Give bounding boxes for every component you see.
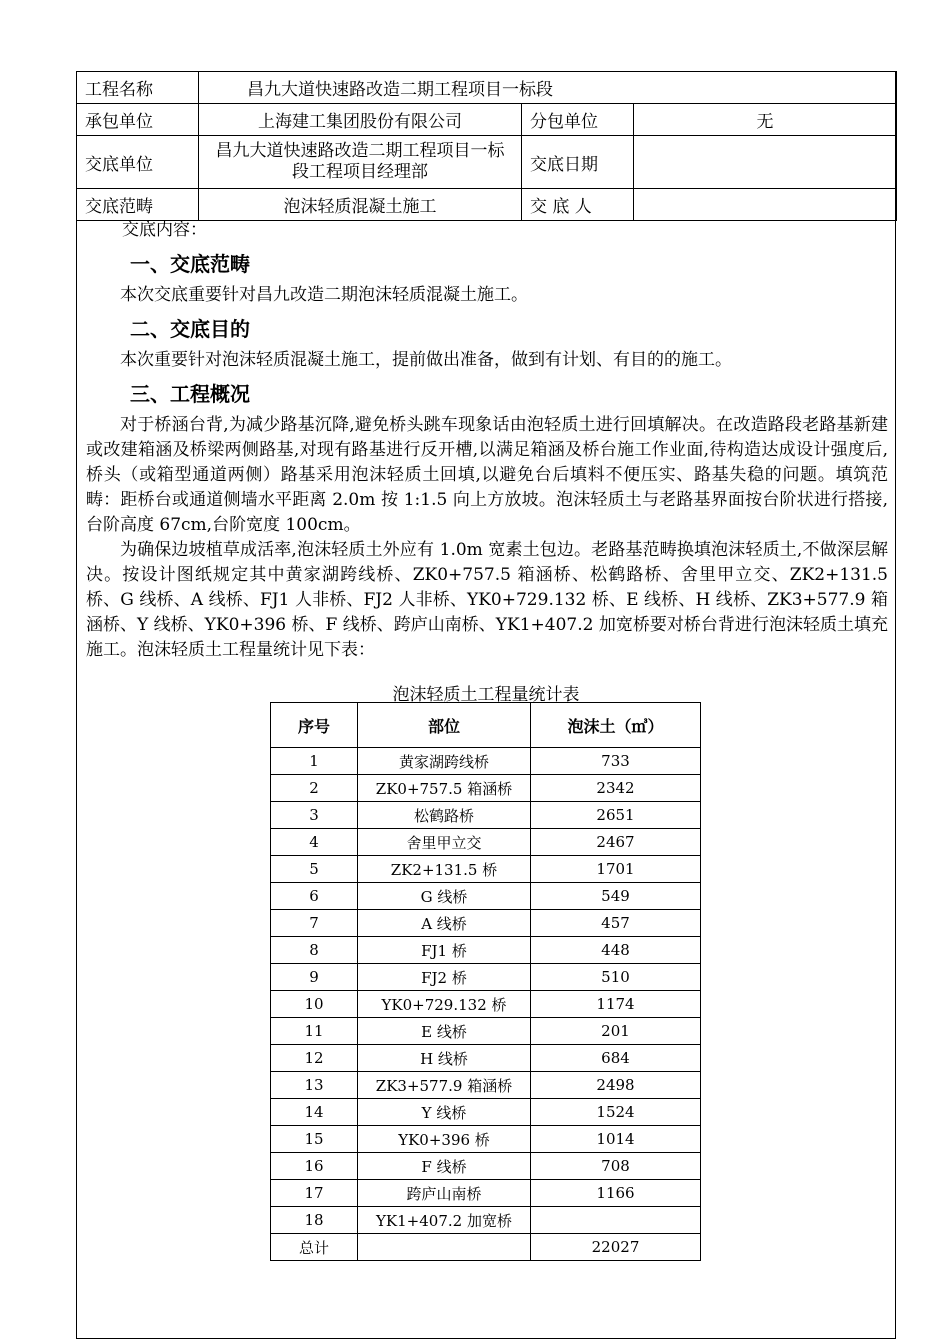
row-no: 6 (271, 883, 358, 910)
row-qty: 1174 (531, 991, 701, 1018)
total-qty: 22027 (531, 1234, 701, 1261)
table-row (271, 1099, 701, 1126)
col-no-header: 序号 (271, 703, 358, 748)
row-no: 13 (271, 1072, 358, 1099)
row-qty: 1014 (531, 1126, 701, 1153)
table-row (271, 1045, 701, 1072)
row-qty: 2651 (531, 802, 701, 829)
row-part: 跨庐山南桥 (358, 1180, 531, 1207)
total-label: 总计 (271, 1234, 358, 1261)
subcontractor-label: 分包单位 (522, 104, 634, 136)
row-part: Y 线桥 (358, 1099, 531, 1126)
header-row (77, 72, 897, 104)
table-header-row (271, 703, 701, 748)
table-row (271, 1018, 701, 1045)
table-row (271, 964, 701, 991)
col-qty-header: 泡沫土（㎥） (531, 703, 701, 748)
table-row (271, 883, 701, 910)
row-no: 18 (271, 1207, 358, 1234)
row-no: 9 (271, 964, 358, 991)
row-qty: 2498 (531, 1072, 701, 1099)
row-no: 8 (271, 937, 358, 964)
row-part: 松鹤路桥 (358, 802, 531, 829)
row-no: 14 (271, 1099, 358, 1126)
row-part: F 线桥 (358, 1153, 531, 1180)
row-qty: 448 (531, 937, 701, 964)
row-part: E 线桥 (358, 1018, 531, 1045)
table-row (271, 1072, 701, 1099)
header-row (77, 189, 897, 221)
section-1-title: 一、交底范畴 (130, 252, 250, 276)
row-qty: 1701 (531, 856, 701, 883)
row-no: 3 (271, 802, 358, 829)
briefing-date (634, 136, 897, 189)
subcontractor: 无 (634, 104, 897, 136)
scope-label: 交底范畴 (77, 189, 199, 221)
row-part: ZK2+131.5 桥 (358, 856, 531, 883)
col-part-header: 部位 (358, 703, 531, 748)
table-row (271, 775, 701, 802)
row-qty: 2342 (531, 775, 701, 802)
row-part: FJ1 桥 (358, 937, 531, 964)
row-qty: 2467 (531, 829, 701, 856)
row-qty: 733 (531, 748, 701, 775)
row-no: 16 (271, 1153, 358, 1180)
overview-paragraph-2: 为确保边坡植草成活率,泡沫轻质土外应有 1.0m 宽素土包边。老路基范畴换填泡沫轻质土,不做深层解决。按设计图纸规定其中黄家湖跨线桥、ZK0+757.5 箱涵桥、松鹤路桥、舍里甲立交、ZK2+131.5 桥、G 线桥、A 线桥、FJ1 人非桥、FJ2 人非桥、YK0+729.132 桥、E 线桥、H 线桥、ZK3+577.9 箱涵桥、Y 线桥、YK0+396 桥、F 线桥、跨庐山南桥、YK1+407.2 加宽桥要对桥台背进行泡沫轻质土填充施工。泡沫轻质土工程量统计见下表： (86, 540, 888, 660)
row-qty: 708 (531, 1153, 701, 1180)
contractor-label: 承包单位 (77, 104, 199, 136)
table-row (271, 991, 701, 1018)
table-row (271, 910, 701, 937)
header-table (76, 71, 897, 221)
briefer-label: 交 底 人 (522, 189, 634, 221)
total-part (358, 1234, 531, 1261)
briefing-unit: 昌九大道快速路改造二期工程项目一标段工程项目经理部 (199, 136, 522, 189)
row-qty: 684 (531, 1045, 701, 1072)
row-part: 黄家湖跨线桥 (358, 748, 531, 775)
table-row (271, 748, 701, 775)
overview-paragraph-1: 对于桥涵台背,为减少路基沉降,避免桥头跳车现象话由泡轻质土进行回填解决。在改造路段老路基新建或改建箱涵及桥梁两侧路基,对现有路基进行反开槽,以满足箱涵及桥台施工作业面,待构造达成设计强度后,桥头（或箱型通道两侧）路基采用泡沫轻质土回填,以避免台后填料不便压实、路基失稳的问题。填筑范畴：距桥台或通道侧墙水平距离 2.0m 按 1:1.5 向上方放坡。泡沫轻质土与老路基界面按台阶状进行搭接,台阶高度 67cm,台阶宽度 100cm。 (86, 415, 888, 535)
section-3-title: 三、工程概况 (130, 382, 250, 406)
content-intro: 交底内容： (122, 220, 207, 240)
section-2-title: 二、交底目的 (130, 317, 250, 341)
row-qty: 510 (531, 964, 701, 991)
row-part: YK1+407.2 加宽桥 (358, 1207, 531, 1234)
row-part: FJ2 桥 (358, 964, 531, 991)
row-qty: 1524 (531, 1099, 701, 1126)
row-no: 2 (271, 775, 358, 802)
table-row (271, 802, 701, 829)
briefing-date-label: 交底日期 (522, 136, 634, 189)
row-no: 12 (271, 1045, 358, 1072)
row-no: 4 (271, 829, 358, 856)
quantity-table (270, 702, 701, 1261)
section-2-text: 本次重要针对泡沫轻质混凝土施工，提前做出准备，做到有计划、有目的的施工。 (120, 350, 732, 370)
table-total-row (271, 1234, 701, 1261)
briefing-unit-label: 交底单位 (77, 136, 199, 189)
table-row (271, 856, 701, 883)
scope: 泡沫轻质混凝土施工 (199, 189, 522, 221)
row-part: A 线桥 (358, 910, 531, 937)
header-row (77, 104, 897, 136)
row-no: 17 (271, 1180, 358, 1207)
project-name-label: 工程名称 (77, 72, 199, 104)
row-no: 15 (271, 1126, 358, 1153)
briefing-content (86, 218, 888, 663)
row-no: 5 (271, 856, 358, 883)
row-part: ZK0+757.5 箱涵桥 (358, 775, 531, 802)
table-row (271, 1207, 701, 1234)
table-row (271, 1180, 701, 1207)
quantity-table-body (271, 748, 701, 1234)
section-1-text: 本次交底重要针对昌九改造二期泡沫轻质混凝土施工。 (120, 285, 528, 305)
row-qty: 549 (531, 883, 701, 910)
row-part: G 线桥 (358, 883, 531, 910)
row-no: 7 (271, 910, 358, 937)
table-caption: 泡沫轻质土工程量统计表 (392, 685, 580, 705)
row-part: H 线桥 (358, 1045, 531, 1072)
table-row (271, 829, 701, 856)
row-part: ZK3+577.9 箱涵桥 (358, 1072, 531, 1099)
table-row (271, 1126, 701, 1153)
contractor: 上海建工集团股份有限公司 (199, 104, 522, 136)
row-part: YK0+729.132 桥 (358, 991, 531, 1018)
project-name: 昌九大道快速路改造二期工程项目一标段 (199, 72, 897, 104)
row-qty (531, 1207, 701, 1234)
row-part: 舍里甲立交 (358, 829, 531, 856)
row-qty: 457 (531, 910, 701, 937)
header-row (77, 136, 897, 189)
row-qty: 1166 (531, 1180, 701, 1207)
row-no: 1 (271, 748, 358, 775)
table-row (271, 937, 701, 964)
table-row (271, 1153, 701, 1180)
row-part: YK0+396 桥 (358, 1126, 531, 1153)
briefer (634, 189, 897, 221)
row-qty: 201 (531, 1018, 701, 1045)
row-no: 11 (271, 1018, 358, 1045)
row-no: 10 (271, 991, 358, 1018)
